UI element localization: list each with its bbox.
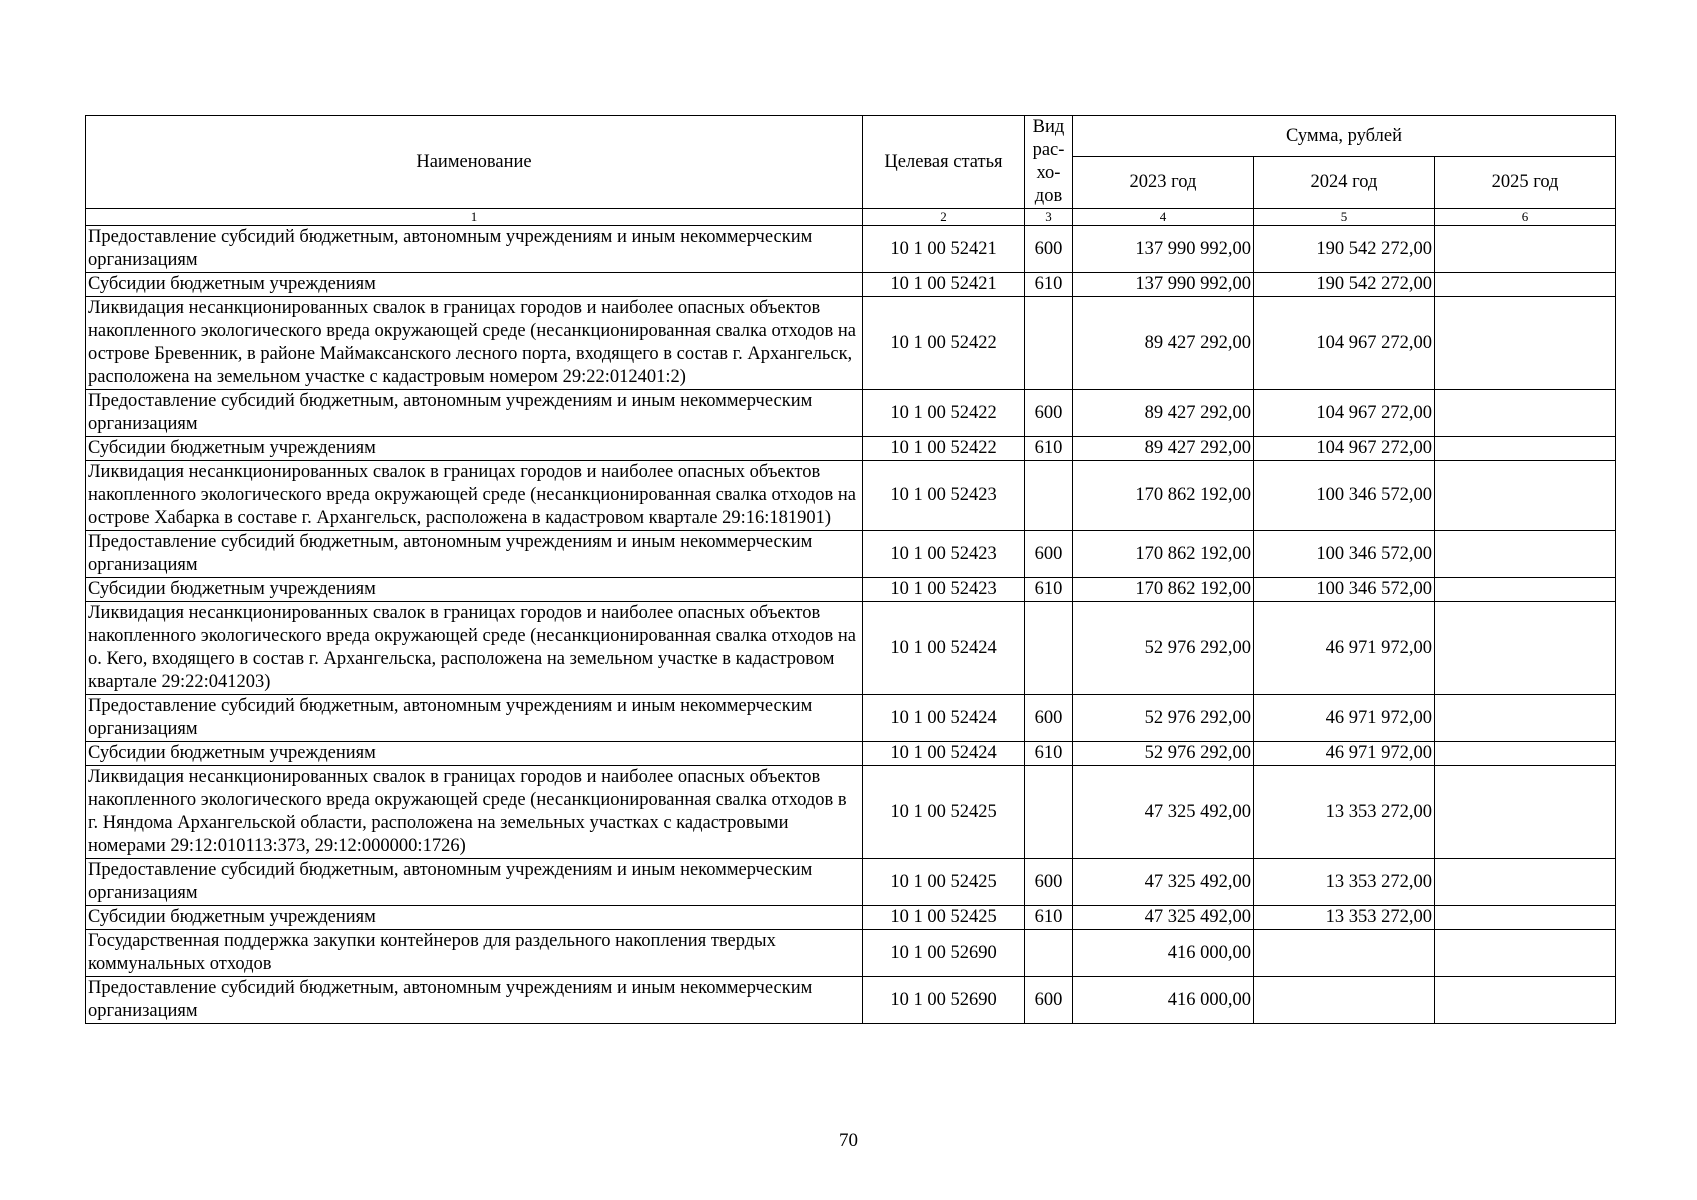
row-amount-2024: 46 971 972,00 (1254, 602, 1435, 695)
row-target-article: 10 1 00 52421 (863, 273, 1025, 297)
row-name: Ликвидация несанкционированных свалок в границах городов и наиболее опасных объектов накопленного экологического вреда окружающей среде (несанкционированная свалка отходов на острове Бревенник, в районе Маймаксанского лесного порта, входящего в состав г. Архангельск, расположена на земельном участке с кадастровым номером 29:22:012401:2) (86, 297, 863, 390)
row-amount-2024 (1254, 930, 1435, 977)
header-target-article: Целевая статья (863, 116, 1025, 209)
row-amount-2023: 89 427 292,00 (1073, 297, 1254, 390)
row-amount-2023: 52 976 292,00 (1073, 602, 1254, 695)
row-amount-2025 (1435, 437, 1616, 461)
budget-table (85, 115, 1616, 1024)
row-name: Ликвидация несанкционированных свалок в границах городов и наиболее опасных объектов накопленного экологического вреда окружающей среде (несанкционированная свалка отходов в г. Няндома Архангельской области, расположена на земельных участках с кадастровыми номерами 29:12:010113:373, 29:12:000000:1726) (86, 766, 863, 859)
row-amount-2024 (1254, 977, 1435, 1024)
row-expense-kind (1025, 297, 1073, 390)
row-amount-2025 (1435, 859, 1616, 906)
table-row (86, 766, 1616, 859)
row-amount-2025 (1435, 906, 1616, 930)
row-amount-2023: 170 862 192,00 (1073, 578, 1254, 602)
row-name: Предоставление субсидий бюджетным, автономным учреждениям и иным некоммерческим организациям (86, 859, 863, 906)
page-number: 70 (839, 1130, 858, 1151)
header-sum: Сумма, рублей (1073, 116, 1616, 157)
row-expense-kind: 600 (1025, 531, 1073, 578)
row-amount-2025 (1435, 602, 1616, 695)
row-expense-kind: 600 (1025, 390, 1073, 437)
row-target-article: 10 1 00 52422 (863, 297, 1025, 390)
row-target-article: 10 1 00 52425 (863, 859, 1025, 906)
header-expense-kind: Вид рас-хо-дов (1025, 116, 1073, 209)
header-year-2024: 2024 год (1254, 157, 1435, 209)
row-amount-2023: 47 325 492,00 (1073, 859, 1254, 906)
row-name: Субсидии бюджетным учреждениям (86, 273, 863, 297)
row-target-article: 10 1 00 52425 (863, 766, 1025, 859)
row-name: Ликвидация несанкционированных свалок в границах городов и наиболее опасных объектов накопленного экологического вреда окружающей среде (несанкционированная свалка отходов на о. Кего, входящего в состав г. Архангельска, расположена на земельном участке в кадастровом квартале 29:22:041203) (86, 602, 863, 695)
column-index: 4 (1073, 209, 1254, 226)
column-index: 5 (1254, 209, 1435, 226)
row-amount-2025 (1435, 531, 1616, 578)
row-target-article: 10 1 00 52423 (863, 578, 1025, 602)
column-index: 1 (86, 209, 863, 226)
row-amount-2025 (1435, 578, 1616, 602)
row-amount-2024: 104 967 272,00 (1254, 437, 1435, 461)
row-name: Предоставление субсидий бюджетным, автономным учреждениям и иным некоммерческим организациям (86, 695, 863, 742)
row-name: Субсидии бюджетным учреждениям (86, 906, 863, 930)
row-expense-kind: 600 (1025, 695, 1073, 742)
row-amount-2023: 416 000,00 (1073, 977, 1254, 1024)
row-name: Предоставление субсидий бюджетным, автономным учреждениям и иным некоммерческим организациям (86, 390, 863, 437)
row-amount-2024: 190 542 272,00 (1254, 273, 1435, 297)
row-amount-2025 (1435, 390, 1616, 437)
row-expense-kind: 600 (1025, 226, 1073, 273)
row-amount-2023: 47 325 492,00 (1073, 766, 1254, 859)
table-row (86, 977, 1616, 1024)
row-amount-2025 (1435, 695, 1616, 742)
table-row (86, 578, 1616, 602)
row-amount-2024: 104 967 272,00 (1254, 297, 1435, 390)
table-row (86, 273, 1616, 297)
table-row (86, 906, 1616, 930)
row-amount-2025 (1435, 977, 1616, 1024)
row-target-article: 10 1 00 52423 (863, 531, 1025, 578)
table-body (86, 226, 1616, 1024)
table-row (86, 859, 1616, 906)
table-row (86, 531, 1616, 578)
row-amount-2023: 47 325 492,00 (1073, 906, 1254, 930)
row-name: Субсидии бюджетным учреждениям (86, 742, 863, 766)
row-amount-2024: 104 967 272,00 (1254, 390, 1435, 437)
row-target-article: 10 1 00 52424 (863, 695, 1025, 742)
row-amount-2023: 52 976 292,00 (1073, 742, 1254, 766)
row-amount-2024: 100 346 572,00 (1254, 578, 1435, 602)
row-target-article: 10 1 00 52424 (863, 602, 1025, 695)
column-index: 2 (863, 209, 1025, 226)
row-amount-2023: 52 976 292,00 (1073, 695, 1254, 742)
row-amount-2023: 89 427 292,00 (1073, 390, 1254, 437)
row-amount-2023: 137 990 992,00 (1073, 226, 1254, 273)
table-row (86, 461, 1616, 531)
row-name: Субсидии бюджетным учреждениям (86, 437, 863, 461)
row-target-article: 10 1 00 52422 (863, 390, 1025, 437)
row-target-article: 10 1 00 52423 (863, 461, 1025, 531)
row-amount-2025 (1435, 742, 1616, 766)
row-target-article: 10 1 00 52425 (863, 906, 1025, 930)
row-amount-2023: 137 990 992,00 (1073, 273, 1254, 297)
header-name: Наименование (86, 116, 863, 209)
row-amount-2023: 416 000,00 (1073, 930, 1254, 977)
row-target-article: 10 1 00 52690 (863, 977, 1025, 1024)
header-year-2025: 2025 год (1435, 157, 1616, 209)
column-index: 6 (1435, 209, 1616, 226)
row-name: Предоставление субсидий бюджетным, автономным учреждениям и иным некоммерческим организациям (86, 226, 863, 273)
table-header (86, 116, 1616, 226)
column-index-row (86, 209, 1616, 226)
row-amount-2024: 100 346 572,00 (1254, 531, 1435, 578)
table-row (86, 226, 1616, 273)
row-amount-2023: 170 862 192,00 (1073, 461, 1254, 531)
row-target-article: 10 1 00 52421 (863, 226, 1025, 273)
row-expense-kind: 610 (1025, 906, 1073, 930)
row-expense-kind (1025, 766, 1073, 859)
row-name: Предоставление субсидий бюджетным, автономным учреждениям и иным некоммерческим организациям (86, 531, 863, 578)
row-amount-2023: 170 862 192,00 (1073, 531, 1254, 578)
row-amount-2023: 89 427 292,00 (1073, 437, 1254, 461)
row-name: Государственная поддержка закупки контейнеров для раздельного накопления твердых коммунальных отходов (86, 930, 863, 977)
row-amount-2024: 13 353 272,00 (1254, 766, 1435, 859)
row-expense-kind: 610 (1025, 437, 1073, 461)
row-expense-kind: 610 (1025, 578, 1073, 602)
row-expense-kind: 600 (1025, 859, 1073, 906)
row-name: Субсидии бюджетным учреждениям (86, 578, 863, 602)
table-row (86, 390, 1616, 437)
header-year-2023: 2023 год (1073, 157, 1254, 209)
row-expense-kind (1025, 602, 1073, 695)
row-expense-kind (1025, 930, 1073, 977)
row-expense-kind: 610 (1025, 742, 1073, 766)
row-amount-2025 (1435, 226, 1616, 273)
table-row (86, 602, 1616, 695)
table-row (86, 930, 1616, 977)
table-row (86, 437, 1616, 461)
table-row (86, 297, 1616, 390)
row-name: Ликвидация несанкционированных свалок в границах городов и наиболее опасных объектов накопленного экологического вреда окружающей среде (несанкционированная свалка отходов на острове Хабарка в составе г. Архангельск, расположена в кадастровом квартале 29:16:181901) (86, 461, 863, 531)
row-name: Предоставление субсидий бюджетным, автономным учреждениям и иным некоммерческим организациям (86, 977, 863, 1024)
row-target-article: 10 1 00 52424 (863, 742, 1025, 766)
table-row (86, 695, 1616, 742)
row-amount-2024: 100 346 572,00 (1254, 461, 1435, 531)
row-amount-2024: 46 971 972,00 (1254, 742, 1435, 766)
row-amount-2025 (1435, 297, 1616, 390)
row-amount-2025 (1435, 273, 1616, 297)
row-expense-kind: 600 (1025, 977, 1073, 1024)
row-amount-2024: 13 353 272,00 (1254, 906, 1435, 930)
row-expense-kind: 610 (1025, 273, 1073, 297)
row-amount-2024: 190 542 272,00 (1254, 226, 1435, 273)
row-target-article: 10 1 00 52690 (863, 930, 1025, 977)
row-amount-2024: 46 971 972,00 (1254, 695, 1435, 742)
row-amount-2024: 13 353 272,00 (1254, 859, 1435, 906)
column-index: 3 (1025, 209, 1073, 226)
table-row (86, 742, 1616, 766)
row-amount-2025 (1435, 766, 1616, 859)
row-expense-kind (1025, 461, 1073, 531)
row-amount-2025 (1435, 930, 1616, 977)
row-target-article: 10 1 00 52422 (863, 437, 1025, 461)
row-amount-2025 (1435, 461, 1616, 531)
